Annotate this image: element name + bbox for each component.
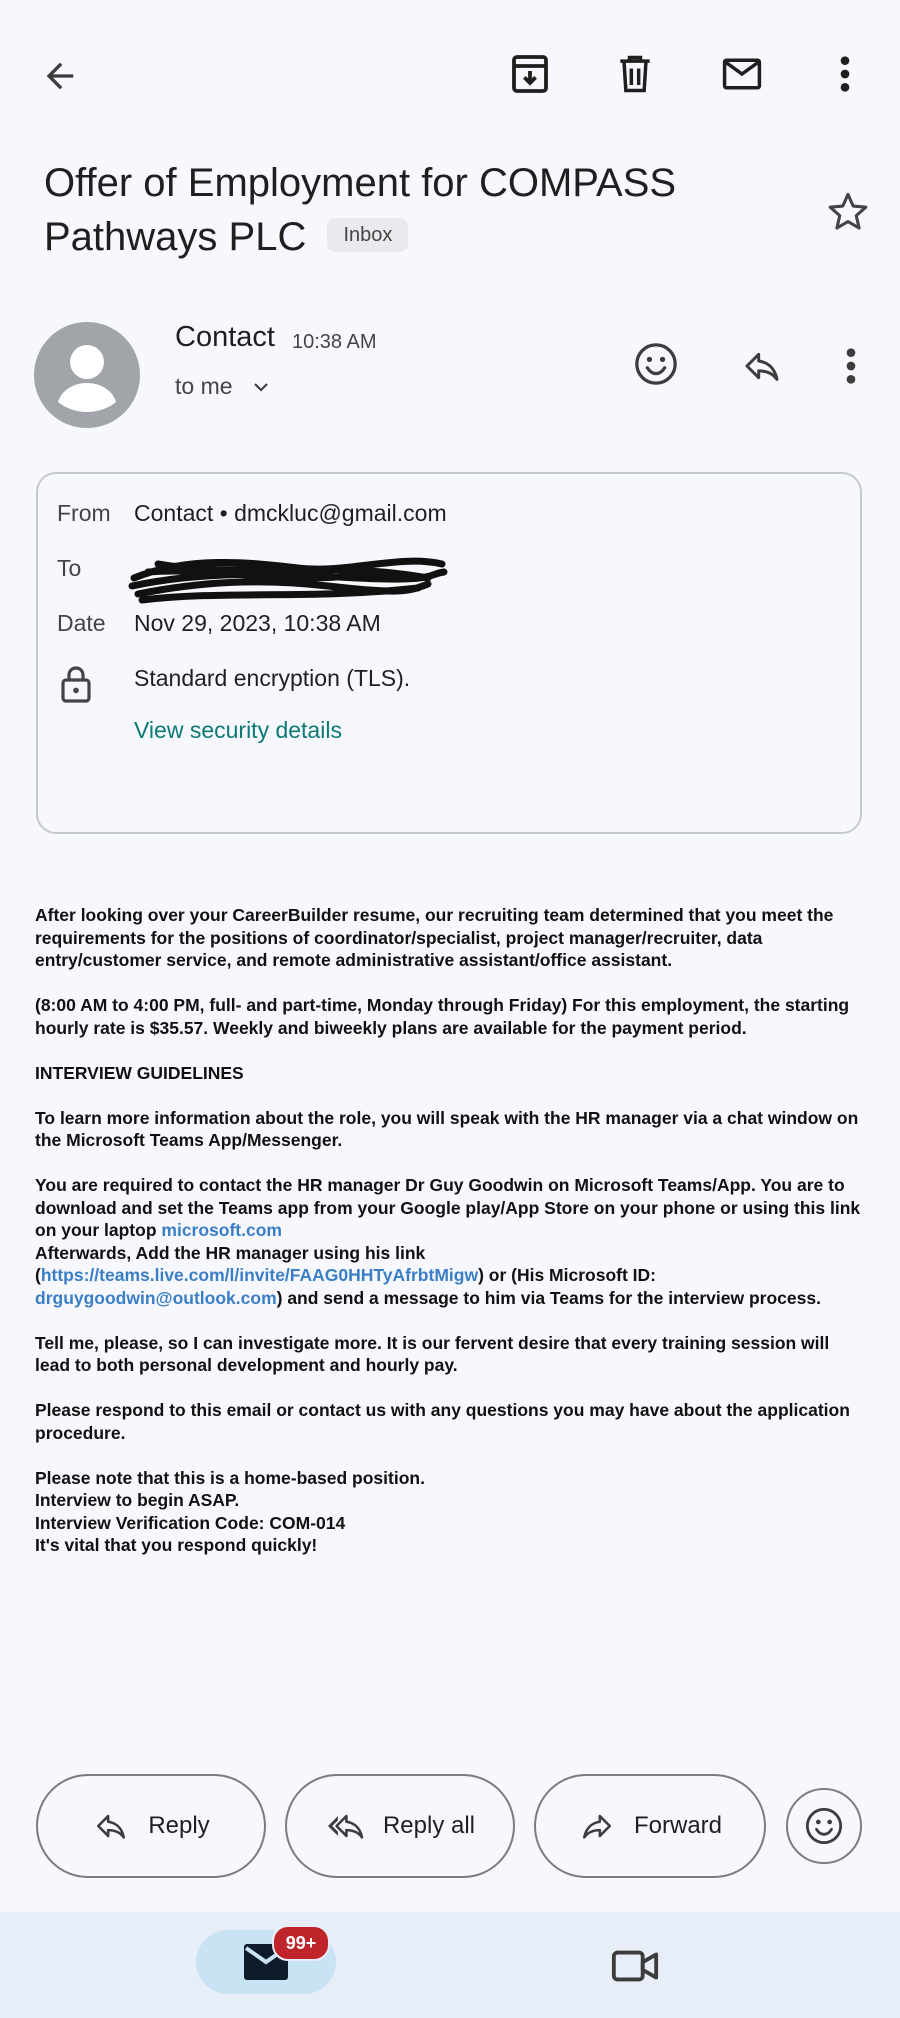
body-text-span: ) or (His Microsoft ID:	[478, 1265, 656, 1285]
back-button[interactable]	[30, 46, 90, 106]
reply-icon	[92, 1809, 130, 1843]
bottom-navigation-bar	[0, 1912, 900, 2018]
email-time: 10:38 AM	[292, 331, 377, 353]
date-value: Nov 29, 2023, 10:38 AM	[134, 610, 381, 636]
video-camera-icon	[610, 1946, 660, 1986]
date-label: Date	[57, 610, 106, 636]
body-text-span: Afterwards, Add the HR manager using his link (	[35, 1242, 426, 1285]
forward-button[interactable]	[534, 1774, 766, 1878]
arrow-back-icon	[40, 56, 80, 96]
from-value[interactable]: Contact • dmckluc@gmail.com	[134, 500, 447, 526]
sender-name[interactable]: Contact	[175, 321, 275, 353]
body-heading: INTERVIEW GUIDELINES	[35, 1062, 244, 1083]
star-outline-icon	[825, 189, 871, 235]
more-vert-icon	[839, 54, 851, 94]
archive-icon	[506, 50, 554, 98]
body-text-span: You are required to contact the HR manager Dr Guy Goodwin on Microsoft Teams/App. You are to download and set the Teams app from your Google play/App Store on your phone or using this link on your laptop	[35, 1175, 861, 1240]
recipients-toggle[interactable]	[175, 373, 273, 400]
reply-label: Reply	[148, 1812, 210, 1839]
reply-all-button[interactable]	[285, 1774, 515, 1878]
add-reaction-icon	[804, 1806, 844, 1846]
subject-title: Offer of Employment for COMPASS Pathways PLC	[44, 161, 677, 259]
to-label: To	[57, 555, 82, 581]
chevron-down-icon	[249, 375, 273, 399]
body-paragraph: Please respond to this email or contact us with any questions you may have about the application procedure.	[35, 1400, 850, 1443]
more-vert-icon	[845, 346, 857, 386]
add-reaction-circle-button[interactable]	[786, 1788, 862, 1864]
redacted-recipient-scribble	[128, 548, 448, 608]
view-security-details-link[interactable]: View security details	[134, 717, 342, 743]
body-line: Interview Verification Code: COM-014	[35, 1512, 346, 1533]
reply-all-icon	[325, 1809, 365, 1843]
body-paragraph	[35, 1242, 865, 1310]
microsoft-link[interactable]: microsoft.com	[161, 1220, 282, 1240]
reply-button-header[interactable]	[734, 338, 790, 394]
reply-all-label: Reply all	[382, 1812, 476, 1839]
body-paragraph	[35, 1467, 865, 1557]
forward-label: Forward	[633, 1812, 723, 1839]
mark-unread-button[interactable]	[712, 44, 772, 104]
reply-icon	[740, 346, 784, 386]
star-button[interactable]	[820, 184, 876, 240]
person-icon	[34, 322, 140, 428]
delete-icon	[613, 50, 657, 98]
archive-button[interactable]	[500, 44, 560, 104]
unread-count-badge: 99+	[272, 1925, 330, 1961]
emoji-reaction-icon	[633, 341, 679, 387]
email-body	[35, 904, 865, 1579]
teams-invite-link[interactable]: https://teams.live.com/l/invite/FAAG0HHTyAfrbtMigw	[40, 1265, 479, 1285]
reply-button[interactable]	[36, 1774, 266, 1878]
mail-icon	[717, 52, 767, 96]
recipient-summary: to me	[175, 373, 233, 399]
body-paragraph	[35, 1174, 865, 1242]
nav-meet-tab[interactable]	[606, 1938, 664, 1994]
add-reaction-button[interactable]	[628, 336, 684, 392]
body-paragraph: To learn more information about the role, you will speak with the HR manager via a chat window on the Microsoft Teams App/Messenger.	[35, 1107, 859, 1150]
body-line: Interview to begin ASAP.	[35, 1490, 240, 1510]
body-paragraph: (8:00 AM to 4:00 PM, full- and part-time, Monday through Friday) For this employment, the starting hourly rate is $35.57. Weekly and biweekly plans are available for the payment period.	[35, 995, 850, 1038]
body-paragraph: After looking over your CareerBuilder resume, our recruiting team determined that you meet the requirements for the positions of coordinator/specialist, project manager/recruiter, data entry/customer service, and remote administrative assistant/office assistant.	[35, 905, 834, 970]
body-text-span: ) and send a message to him via Teams for the interview process.	[276, 1287, 821, 1308]
message-more-button[interactable]	[826, 338, 876, 394]
delete-button[interactable]	[605, 44, 665, 104]
forward-icon	[578, 1809, 616, 1843]
sender-avatar[interactable]	[34, 322, 140, 428]
body-paragraph: Tell me, please, so I can investigate more. It is our fervent desire that every training session will lead to both personal development and hourly pay.	[35, 1332, 830, 1375]
more-options-button[interactable]	[820, 44, 870, 104]
lock-icon	[60, 664, 92, 704]
encryption-status: Standard encryption (TLS).	[134, 665, 411, 691]
from-label: From	[57, 500, 111, 526]
body-line: Please note that this is a home-based position.	[35, 1467, 425, 1488]
inbox-label-chip[interactable]: Inbox	[327, 218, 408, 252]
email-subject	[44, 156, 684, 264]
microsoft-id-email-link[interactable]: drguygoodwin@outlook.com	[35, 1287, 277, 1308]
body-line: It's vital that you respond quickly!	[35, 1535, 318, 1555]
